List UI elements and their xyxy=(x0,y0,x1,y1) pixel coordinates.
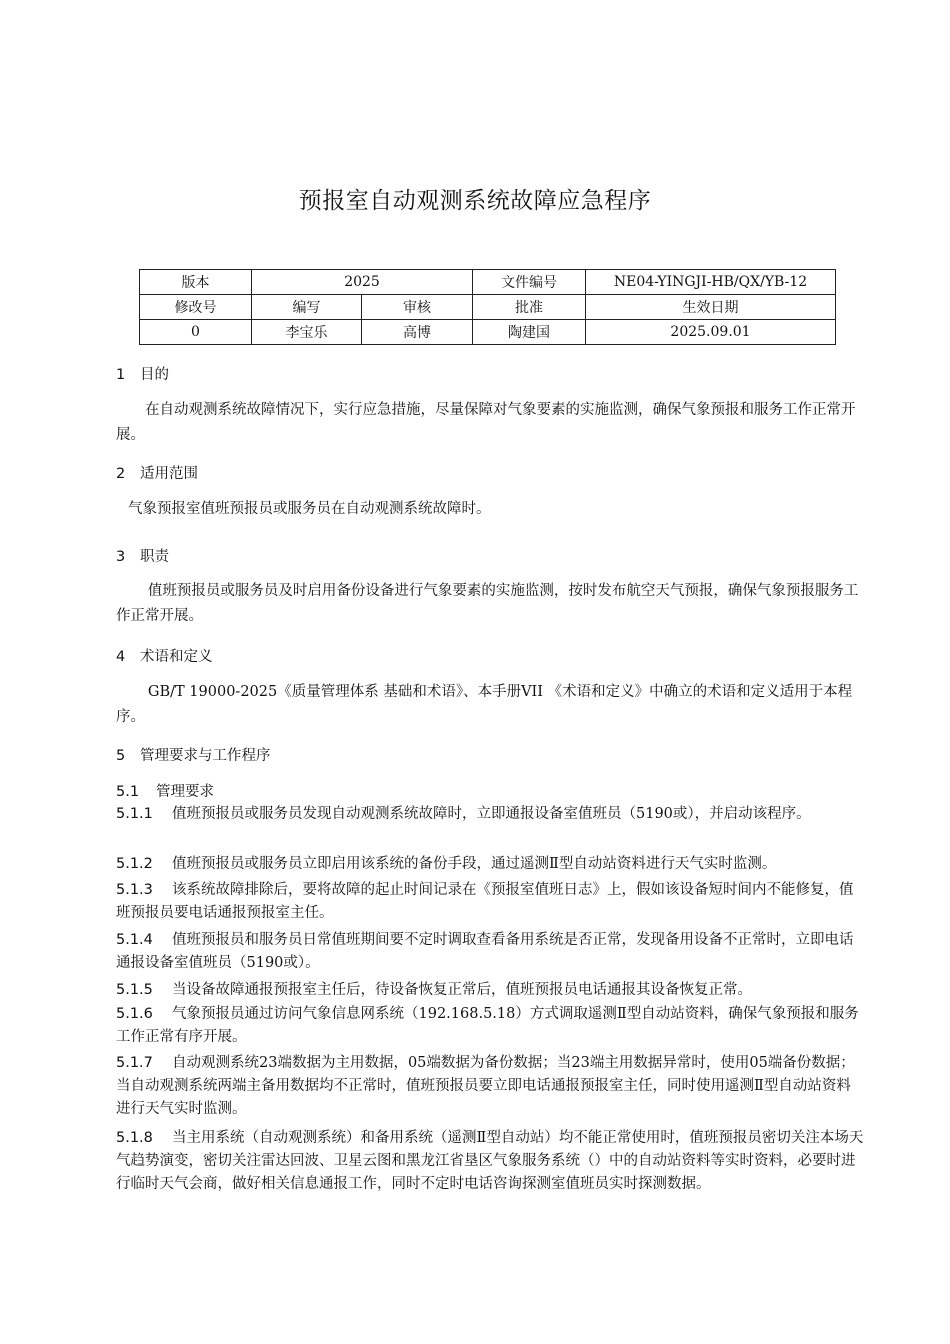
document-title: 预报室自动观测系统故障应急程序 xyxy=(298,188,652,214)
subsection-heading-5-1: 5.1 管理要求 xyxy=(116,784,214,800)
list-item: 5.1.8 当主用系统（自动观测系统）和备用系统（遥测Ⅱ型自动站）均不能正常使用时，值班预报员密切关注本场天气趋势演变，密切关注雷达回波、卫星云图和黑龙江省垦区气象服务系统（）中的自动站资料等实时资料，必要时进行临时天气会商，做好相关信息通报工作，同时不定时电话咨询探测室值班员实时探测数据。 xyxy=(116,1130,864,1192)
table-row xyxy=(140,295,836,320)
list-item: 5.1.1 值班预报员或服务员发现自动观测系统故障时，立即通报设备室值班员（5190或），并启动该程序。 xyxy=(116,806,811,822)
list-item: 5.1.4 值班预报员和服务员日常值班期间要不定时调取查看备用系统是否正常，发现备用设备不正常时，立即电话通报设备室值班员（5190或）。 xyxy=(116,932,854,971)
table-cell: 陶建国 xyxy=(473,320,586,345)
table-cell: 修改号 xyxy=(140,295,252,320)
list-item: 5.1.3 该系统故障排除后，要将故障的起止时间记录在《预报室值班日志》上，假如该设备短时间内不能修复，值班预报员要电话通报预报室主任。 xyxy=(116,882,854,921)
table-row xyxy=(140,270,836,295)
table-cell: 2025 xyxy=(252,270,473,295)
section-body-4: GB/T 19000-2025《质量管理体系 基础和术语》、本手册VII 《术语和定义》中确立的术语和定义适用于本程序。 xyxy=(116,684,853,725)
section-body-1: 在自动观测系统故障情况下，实行应急措施，尽量保障对气象要素的实施监测，确保气象预报和服务工作正常开展。 xyxy=(116,402,856,443)
section-heading-3: 3 职责 xyxy=(116,549,169,565)
section-heading-4: 4 术语和定义 xyxy=(116,649,213,665)
section-heading-1: 1 目的 xyxy=(116,367,169,383)
list-item: 5.1.2 值班预报员或服务员立即启用该系统的备份手段，通过遥测Ⅱ型自动站资料进行天气实时监测。 xyxy=(116,856,777,872)
table-cell: NE04-YINGJI-HB/QX/YB-12 xyxy=(586,270,836,295)
table-cell: 批准 xyxy=(473,295,586,320)
table-cell: 2025.09.01 xyxy=(586,320,836,345)
list-item: 5.1.6 气象预报员通过访问气象信息网系统（192.168.5.18）方式调取遥测Ⅱ型自动站资料，确保气象预报和服务工作正常有序开展。 xyxy=(116,1006,859,1045)
table-cell: 文件编号 xyxy=(473,270,586,295)
section-heading-2: 2 适用范围 xyxy=(116,466,198,482)
section-body-3: 值班预报员或服务员及时启用备份设备进行气象要素的实施监测，按时发布航空天气预报，确保气象预报服务工作正常开展。 xyxy=(116,583,859,624)
table-cell: 审核 xyxy=(362,295,473,320)
table-cell: 生效日期 xyxy=(586,295,836,320)
table-cell: 版本 xyxy=(140,270,252,295)
section-heading-5: 5 管理要求与工作程序 xyxy=(116,748,271,764)
section-body-2: 气象预报室值班预报员或服务员在自动观测系统故障时。 xyxy=(128,501,491,517)
list-item: 5.1.7 自动观测系统23端数据为主用数据，05端数据为备份数据；当23端主用数据异常时，使用05端备份数据；当自动观测系统两端主备用数据均不正常时，值班预报员要立即电话通报预报室主任，同时使用遥测Ⅱ型自动站资料进行天气实时监测。 xyxy=(116,1055,855,1117)
table-row xyxy=(140,320,836,345)
document-meta-table xyxy=(139,269,836,345)
table-cell: 编写 xyxy=(252,295,362,320)
table-cell: 李宝乐 xyxy=(252,320,362,345)
table-cell: 高博 xyxy=(362,320,473,345)
list-item: 5.1.5 当设备故障通报预报室主任后，待设备恢复正常后，值班预报员电话通报其设备恢复正常。 xyxy=(116,982,752,998)
table-cell: 0 xyxy=(140,320,252,345)
